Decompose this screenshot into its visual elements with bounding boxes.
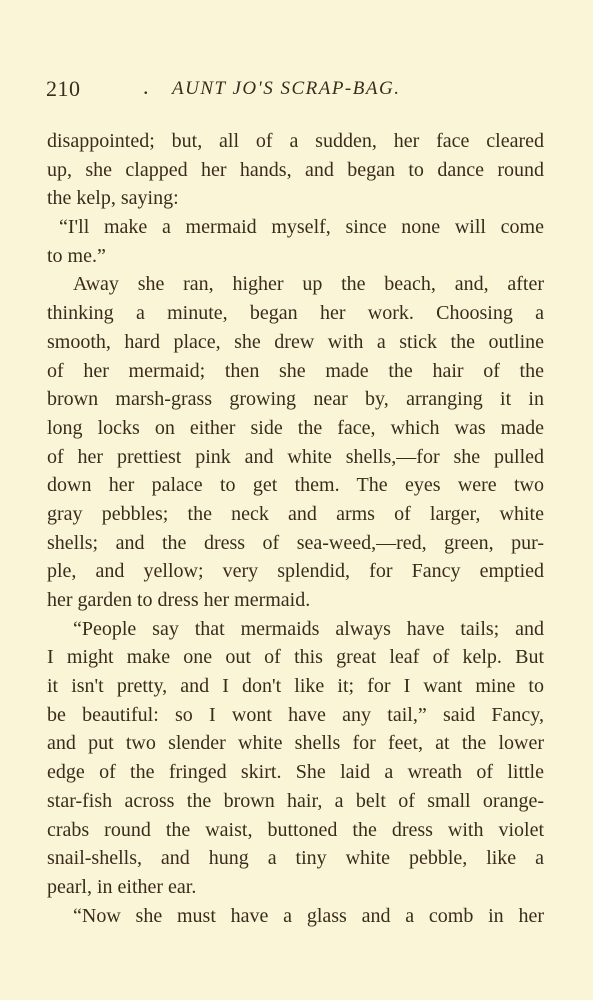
text-line: snail-shells, and hung a tiny white pebble, like a [47,847,544,870]
text-line: be beautiful: so I wont have any tail,” said Fancy, [47,703,544,726]
page-header [46,74,546,104]
text-line: to me.” [47,244,106,267]
text-line: I might make one out of this great leaf of kelp. But [47,646,544,669]
text-line: pearl, in either ear. [47,875,197,898]
text-line: smooth, hard place, she drew with a stick the outline [47,330,544,353]
text-line: gray pebbles; the neck and arms of larger, white [47,502,544,525]
text-line: brown marsh-grass growing near by, arranging it in [47,388,544,411]
text-line: edge of the fringed skirt. She laid a wreath of little [47,761,544,784]
text-line: shells; and the dress of sea-weed,—red, green, pur- [47,531,544,554]
text-line: disappointed; but, all of a sudden, her face cleared [47,130,544,152]
text-line: “People say that mermaids always have tails; and [73,617,544,640]
page-number: 210 [46,76,81,101]
header-separator: . [143,74,149,99]
text-line: it isn't pretty, and I don't like it; for I want mine to [47,675,544,698]
text-line: and put two slender white shells for feet, at the lower [47,732,544,755]
body-text [47,127,544,930]
text-line: “I'll make a mermaid myself, since none will come [59,216,544,239]
text-line: Away she ran, higher up the beach, and, after [73,273,544,296]
text-line: down her palace to get them. The eyes were two [47,474,544,497]
text-line: “Now she must have a glass and a comb in her [73,904,544,927]
text-line: the kelp, saying: [47,187,179,210]
text-line: of her prettiest pink and white shells,—for she pulled [47,445,544,468]
text-line: of her mermaid; then she made the hair of the [47,359,544,382]
text-line: star-fish across the brown hair, a belt of small orange- [47,789,544,812]
text-line: thinking a minute, began her work. Choosing a [47,302,544,325]
text-line: ple, and yellow; very splendid, for Fancy emptied [47,560,544,583]
text-line: long locks on either side the face, which was made [47,416,544,439]
text-line: up, she clapped her hands, and began to dance round [47,158,544,181]
text-line: crabs round the waist, buttoned the dress with violet [47,818,544,841]
running-title: AUNT JO'S SCRAP-BAG. [172,78,401,99]
text-line: her garden to dress her mermaid. [47,589,311,611]
